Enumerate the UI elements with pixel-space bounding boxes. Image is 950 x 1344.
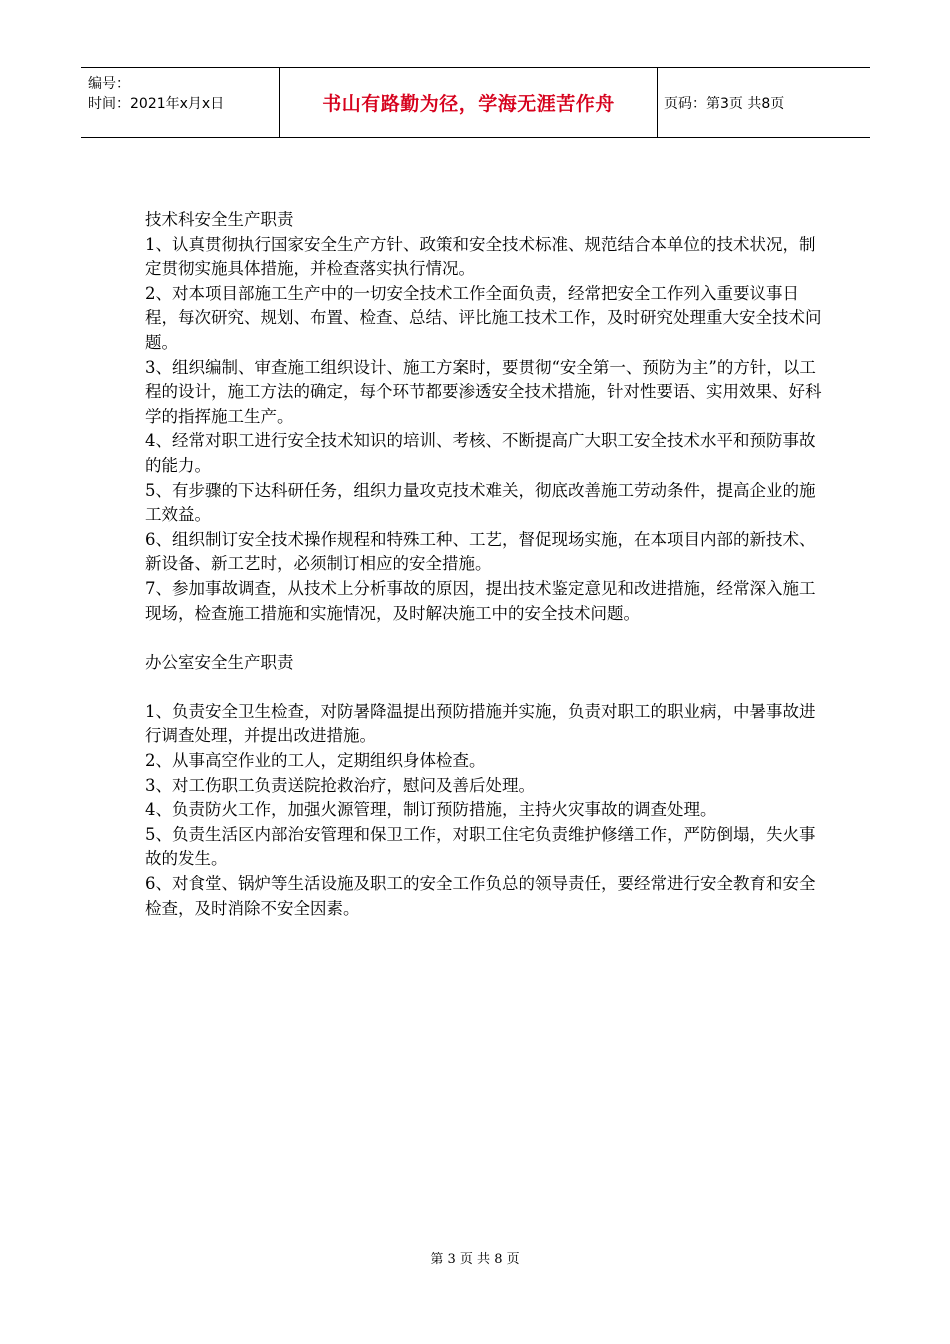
spacer bbox=[145, 675, 825, 700]
spacer bbox=[145, 626, 825, 651]
tech-item-6: 6、组织制订安全技术操作规程和特殊工种、工艺，督促现场实施，在本项目内部的新技术、新设备、新工艺时，必须制订相应的安全措施。 bbox=[145, 529, 816, 574]
number-label: 编号： bbox=[88, 76, 130, 92]
tech-item-3: 3、组织编制、审查施工组织设计、施工方案时，要贯彻“安全第一、预防为主”的方针，以工程的设计，施工方法的确定，每个环节都要渗透安全技术措施，针对性要语、实用效果、好科学的指挥施工生产。 bbox=[145, 357, 822, 426]
office-item-5: 5、负责生活区内部治安管理和保卫工作，对职工住宅负责维护修缮工作，严防倒塌，失火事故的发生。 bbox=[145, 824, 816, 869]
document-body bbox=[145, 208, 825, 921]
tech-item-4: 4、经常对职工进行安全技术知识的培训、考核、不断提高广大职工安全技术水平和预防事故的能力。 bbox=[145, 431, 816, 475]
office-item-6: 6、对食堂、锅炉等生活设施及职工的安全工作负总的领导责任，要经常进行安全教育和安全检查，及时消除不安全因素。 bbox=[145, 874, 816, 918]
header-meta bbox=[81, 68, 280, 137]
time-label: 时间：2021年x月x日 bbox=[88, 96, 225, 112]
document-header bbox=[81, 67, 870, 138]
header-page-info: 页码：第3页 共8页 bbox=[664, 95, 785, 112]
section-title-tech: 技术科安全生产职责 bbox=[145, 210, 294, 229]
motto: 书山有路勤为径，学海无涯苦作舟 bbox=[280, 68, 658, 137]
tech-item-5: 5、有步骤的下达科研任务，组织力量攻克技术难关，彻底改善施工劳动条件，提高企业的施工效益。 bbox=[145, 480, 816, 525]
office-item-2: 2、从事高空作业的工人，定期组织身体检查。 bbox=[145, 751, 486, 771]
office-item-3: 3、对工伤职工负责送院抢救治疗，慰问及善后处理。 bbox=[145, 775, 535, 795]
tech-item-2: 2、对本项目部施工生产中的一切安全技术工作全面负责，经常把安全工作列入重要议事日程，每次研究、规划、布置、检查、总结、评比施工技术工作，及时研究处理重大安全技术问题。 bbox=[145, 283, 822, 352]
page-footer: 第 3 页 共 8 页 bbox=[430, 1252, 520, 1267]
tech-item-1: 1、认真贯彻执行国家安全生产方针、政策和安全技术标准、规范结合本单位的技术状况，制定贯彻实施具体措施，并检查落实执行情况。 bbox=[145, 234, 816, 279]
tech-item-7: 7、参加事故调查，从技术上分析事故的原因，提出技术鉴定意见和改进措施，经常深入施工现场，检查施工措施和实施情况，及时解决施工中的安全技术问题。 bbox=[145, 578, 816, 623]
section-title-office: 办公室安全生产职责 bbox=[145, 652, 294, 672]
office-item-4: 4、负责防火工作，加强火源管理，制订预防措施，主持火灾事故的调查处理。 bbox=[145, 800, 717, 820]
office-item-1: 1、负责安全卫生检查，对防暑降温提出预防措施并实施，负责对职工的职业病，中暑事故进行调查处理，并提出改进措施。 bbox=[145, 701, 816, 746]
